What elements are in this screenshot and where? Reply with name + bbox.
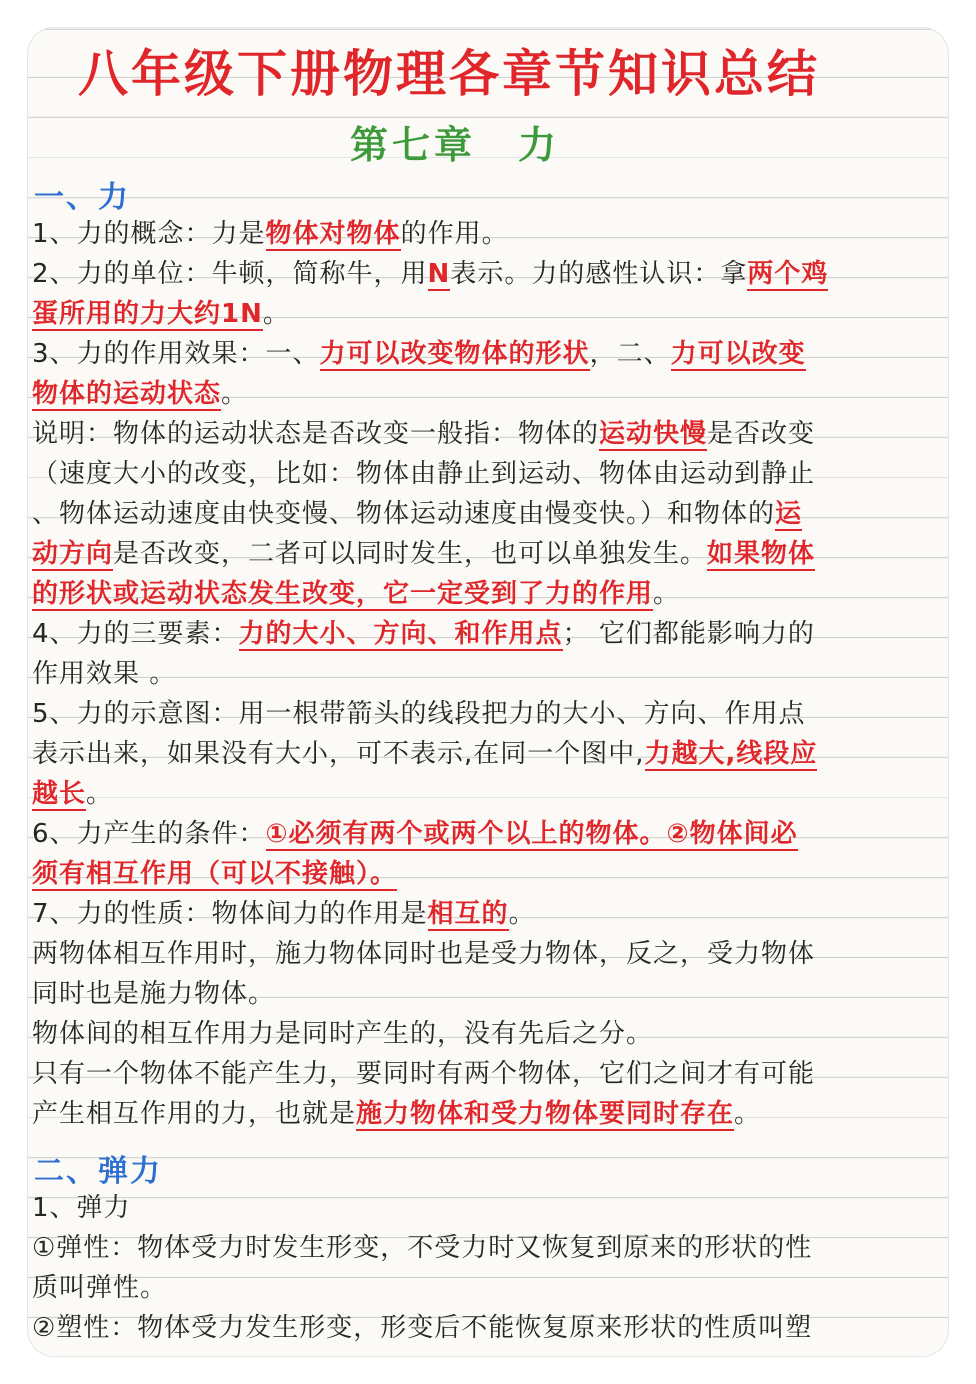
text-segment: 是否改变，二者可以同时发生，也可以单独发生。 (113, 539, 708, 569)
note-line (32, 614, 815, 654)
highlighted-text: 力可以改变 (670, 339, 806, 369)
text-segment: 表示出来，如果没有大小，可不表示,在同一个图中, (32, 739, 645, 769)
note-line (32, 1054, 815, 1094)
notebook-page (28, 28, 948, 1356)
note-line (32, 1188, 131, 1228)
highlighted-text: ①必须有两个或两个以上的物体。②物体间必 (265, 819, 798, 849)
note-line (32, 334, 806, 374)
text-segment: 7、力的性质：物体间力的作用是 (32, 899, 428, 929)
note-line (32, 814, 798, 854)
highlighted-text: 如果物体 (707, 539, 816, 569)
text-segment: 同时也是施力物体。 (32, 979, 276, 1009)
note-line (32, 1268, 167, 1308)
highlighted-text: 力的大小、方向、和作用点 (238, 619, 563, 649)
text-segment: （速度大小的改变，比如：物体由静止到运动、物体由运动到静止 (32, 459, 816, 489)
highlighted-text: 物体对物体 (265, 219, 401, 249)
text-segment: 质叫弹性。 (32, 1273, 168, 1303)
chapter-title: 第七章 力 (350, 122, 561, 167)
highlighted-text: 力可以改变物体的形状 (319, 339, 590, 369)
highlighted-text: 力越大,线段应 (644, 739, 818, 769)
note-line (32, 974, 275, 1014)
note-line (32, 254, 828, 294)
note-line (32, 214, 509, 254)
text-segment: 。 (508, 899, 536, 929)
note-line (32, 1014, 653, 1054)
text-segment: 的作用。 (400, 219, 509, 249)
note-line (32, 694, 806, 734)
text-segment: 。 (653, 579, 681, 609)
note-line (32, 454, 815, 494)
highlighted-text: 运 (775, 499, 803, 529)
text-segment: 。 (734, 1099, 762, 1129)
text-segment: 只有一个物体不能产生力，要同时有两个物体，它们之间才有可能 (32, 1059, 816, 1089)
text-segment: 。 (262, 299, 290, 329)
text-segment: ①弹性：物体受力时发生形变，不受力时又恢复到原来的形状的性 (32, 1233, 813, 1263)
section-heading: 二、弹力 (34, 1154, 162, 1189)
text-segment: 表示。力的感性认识：拿 (450, 259, 748, 289)
highlighted-text: 相互的 (427, 899, 509, 929)
text-segment: 物体间的相互作用力是同时产生的，没有先后之分。 (32, 1019, 654, 1049)
note-line (32, 734, 817, 774)
highlighted-text: N (427, 259, 451, 289)
text-segment: 4、力的三要素： (32, 619, 239, 649)
note-line (32, 574, 680, 614)
highlighted-text: 物体的运动状态 (32, 379, 222, 409)
note-line (32, 374, 248, 414)
text-segment: 6、力产生的条件： (32, 819, 266, 849)
text-segment: 作用效果 。 (32, 659, 177, 689)
note-line (32, 414, 815, 454)
text-segment: 两物体相互作用时，施力物体同时也是受力物体，反之，受力物体 (32, 939, 816, 969)
note-line (32, 894, 536, 934)
text-segment: 产生相互作用的力，也就是 (32, 1099, 357, 1129)
note-line (32, 1094, 761, 1134)
highlighted-text: 运动快慢 (599, 419, 708, 449)
text-segment: 。 (86, 779, 114, 809)
highlighted-text: 须有相互作用（可以不接触）。 (32, 859, 398, 889)
note-line (32, 774, 113, 814)
note-line (32, 654, 176, 694)
highlighted-text: 动方向 (32, 539, 114, 569)
note-line (32, 1228, 812, 1268)
note-line (32, 1308, 812, 1348)
page-title: 八年级下册物理各章节知识总结 (78, 44, 820, 103)
text-segment: 说明：物体的运动状态是否改变一般指：物体的 (32, 419, 600, 449)
text-segment: ②塑性：物体受力发生形变，形变后不能恢复原来形状的性质叫塑 (32, 1313, 813, 1343)
text-segment: 1、力的概念：力是 (32, 219, 266, 249)
section-heading: 一、力 (34, 180, 130, 215)
highlighted-text: 施力物体和受力物体要同时存在 (356, 1099, 735, 1129)
text-segment: ； 它们都能影响力的 (562, 619, 815, 649)
text-segment: ，二、 (589, 339, 671, 369)
highlighted-text: 的形状或运动状态发生改变，它一定受到了力的作用 (32, 579, 654, 609)
highlighted-text: 越长 (32, 779, 87, 809)
text-segment: 。 (221, 379, 249, 409)
text-segment: 5、力的示意图：用一根带箭头的线段把力的大小、方向、作用点 (32, 699, 806, 729)
text-segment: 、物体运动速度由快变慢、物体运动速度由慢变快。）和物体的 (32, 499, 776, 529)
note-line (32, 854, 397, 894)
note-line (32, 294, 290, 334)
text-segment: 3、力的作用效果：一、 (32, 339, 320, 369)
note-line (32, 534, 815, 574)
text-segment: 1、弹力 (32, 1193, 131, 1223)
text-segment: 2、力的单位：牛顿，简称牛，用 (32, 259, 428, 289)
note-line (32, 934, 815, 974)
highlighted-text: 两个鸡 (747, 259, 829, 289)
highlighted-text: 蛋所用的力大约1N (32, 299, 263, 329)
text-segment: 是否改变 (707, 419, 816, 449)
note-line (32, 494, 802, 534)
